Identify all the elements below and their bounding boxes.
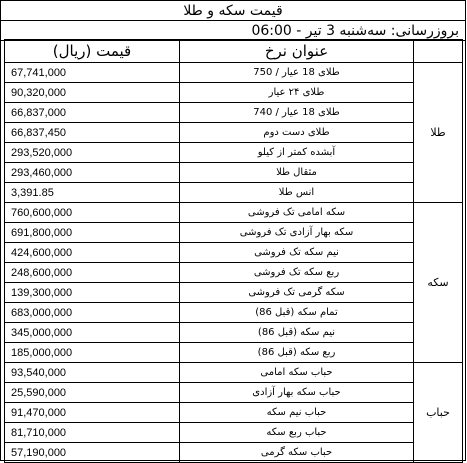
table-row: [5, 183, 463, 203]
price-cell: 66,837,450: [5, 123, 180, 143]
rate-name-cell: حباب نیم سکه: [180, 403, 414, 423]
rate-name-cell: انس طلا: [180, 183, 414, 203]
rate-name-cell: ربع سکه (قبل 86): [180, 343, 414, 363]
price-cell: 185,000,000: [5, 343, 180, 363]
category-cell: حباب: [414, 363, 463, 463]
category-cell: طلا: [414, 63, 463, 203]
table-row: [5, 243, 463, 263]
table-row: [5, 123, 463, 143]
price-cell: 25,590,000: [5, 383, 180, 403]
table-row: [5, 163, 463, 183]
table-row: [5, 263, 463, 283]
price-cell: 691,800,000: [5, 223, 180, 243]
rate-name-cell: حباب ربع سکه: [180, 423, 414, 443]
price-cell: 293,520,000: [5, 143, 180, 163]
table-row: [5, 283, 463, 303]
price-table: [4, 39, 463, 463]
header-name: عنوان نرخ: [180, 40, 414, 63]
price-cell: 91,470,000: [5, 403, 180, 423]
rate-name-cell: نیم سکه (قبل 86): [180, 323, 414, 343]
rate-name-cell: سکه گرمی تک فروشی: [180, 283, 414, 303]
price-table-body: [5, 63, 463, 463]
table-row: [5, 103, 463, 123]
price-cell: 81,710,000: [5, 423, 180, 443]
price-cell: 93,540,000: [5, 363, 180, 383]
price-cell: 683,000,000: [5, 303, 180, 323]
rate-name-cell: سکه بهار آزادی تک فروشی: [180, 223, 414, 243]
table-row: [5, 303, 463, 323]
rate-name-cell: سکه امامی تک فروشی: [180, 203, 414, 223]
table-row: [5, 83, 463, 103]
table-row: [5, 343, 463, 363]
price-cell: 57,190,000: [5, 443, 180, 463]
table-row: [5, 203, 463, 223]
header-category: [414, 40, 463, 63]
price-cell: 66,837,000: [5, 103, 180, 123]
price-cell: 293,460,000: [5, 163, 180, 183]
price-cell: 248,600,000: [5, 263, 180, 283]
table-header-row: [5, 40, 463, 63]
price-cell: 90,320,000: [5, 83, 180, 103]
price-cell: 760,600,000: [5, 203, 180, 223]
update-timestamp: بروزرسانی: سه‌شنبه 3 تیر - 06:00: [1, 21, 465, 41]
table-row: [5, 323, 463, 343]
table-row: [5, 63, 463, 83]
rate-name-cell: طلای 18 عیار / 750: [180, 63, 414, 83]
table-row: [5, 383, 463, 403]
rate-name-cell: طلای دست دوم: [180, 123, 414, 143]
table-row: [5, 403, 463, 423]
rate-name-cell: حباب سکه بهار آزادی: [180, 383, 414, 403]
price-cell: 3,391.85: [5, 183, 180, 203]
rate-name-cell: تمام سکه (قبل 86): [180, 303, 414, 323]
price-cell: 67,741,000: [5, 63, 180, 83]
table-row: [5, 443, 463, 463]
price-cell: 139,300,000: [5, 283, 180, 303]
category-cell: سکه: [414, 203, 463, 363]
rate-name-cell: حباب سکه امامی: [180, 363, 414, 383]
table-row: [5, 223, 463, 243]
rate-name-cell: ربع سکه تک فروشی: [180, 263, 414, 283]
table-row: [5, 423, 463, 443]
rate-name-cell: مثقال طلا: [180, 163, 414, 183]
header-price: قیمت (ریال): [5, 40, 180, 63]
rate-name-cell: نیم سکه تک فروشی: [180, 243, 414, 263]
table-row: [5, 363, 463, 383]
rate-name-cell: طلای ۲۴ عیار: [180, 83, 414, 103]
table-row: [5, 143, 463, 163]
price-cell: 424,600,000: [5, 243, 180, 263]
rate-name-cell: حباب سکه گرمی: [180, 443, 414, 463]
page-title: قیمت سکه و طلا: [1, 1, 465, 21]
rate-name-cell: آبشده کمتر از کیلو: [180, 143, 414, 163]
rate-name-cell: طلای 18 عیار / 740: [180, 103, 414, 123]
price-cell: 345,000,000: [5, 323, 180, 343]
